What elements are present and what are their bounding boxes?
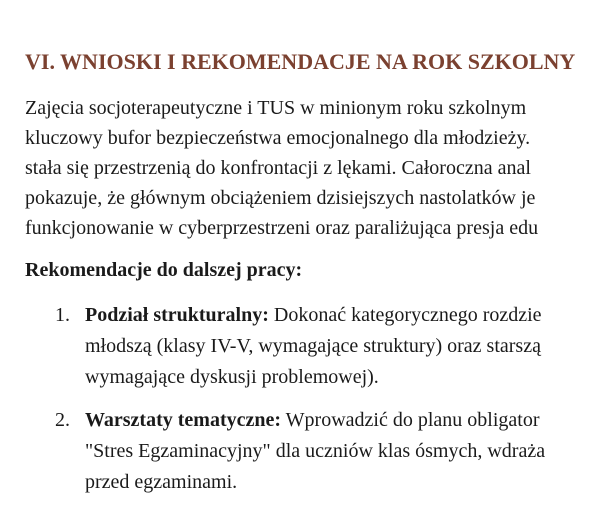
recommendation-item — [25, 405, 613, 498]
item-bold-label: Podział strukturalny: — [85, 304, 269, 326]
item-line: wymagające dyskusji problemowej). — [85, 366, 379, 388]
item-number: 2. — [55, 409, 70, 431]
intro-paragraph — [25, 93, 613, 243]
intro-line: funkcjonowanie w cyberprzestrzeni oraz paraliżująca presja edu — [25, 217, 539, 239]
recommendations-title: Rekomendacje do dalszej pracy: — [25, 259, 303, 281]
item-line: młodszą (klasy IV-V, wymagające struktury) oraz starszą — [85, 335, 541, 357]
item-line — [85, 300, 613, 331]
item-bold-label: Warsztaty tematyczne: — [85, 409, 282, 431]
item-text: Wprowadzić do planu obligator — [281, 409, 540, 431]
intro-line: kluczowy bufor bezpieczeństwa emocjonalnego dla młodzieży. — [25, 127, 531, 149]
recommendations-list — [25, 300, 613, 498]
intro-line: pokazuje, że głównym obciążeniem dzisiejszych nastolatków je — [25, 187, 536, 209]
item-line — [85, 405, 613, 436]
intro-line: Zajęcia socjoterapeutyczne i TUS w minionym roku szkolnym — [25, 97, 527, 119]
item-text: Dokonać kategorycznego rozdzie — [268, 304, 542, 326]
section-heading: VI. WNIOSKI I REKOMENDACJE NA ROK SZKOLNY — [25, 49, 576, 74]
item-number: 1. — [55, 304, 70, 326]
document-page — [25, 48, 613, 510]
recommendation-item — [25, 300, 613, 393]
intro-line: stała się przestrzenią do konfrontacji z lękami. Całoroczna anal — [25, 157, 531, 179]
item-line: przed egzaminami. — [85, 471, 238, 493]
item-line: "Stres Egzaminacyjny" dla uczniów klas ósmych, wdraża — [85, 440, 546, 462]
